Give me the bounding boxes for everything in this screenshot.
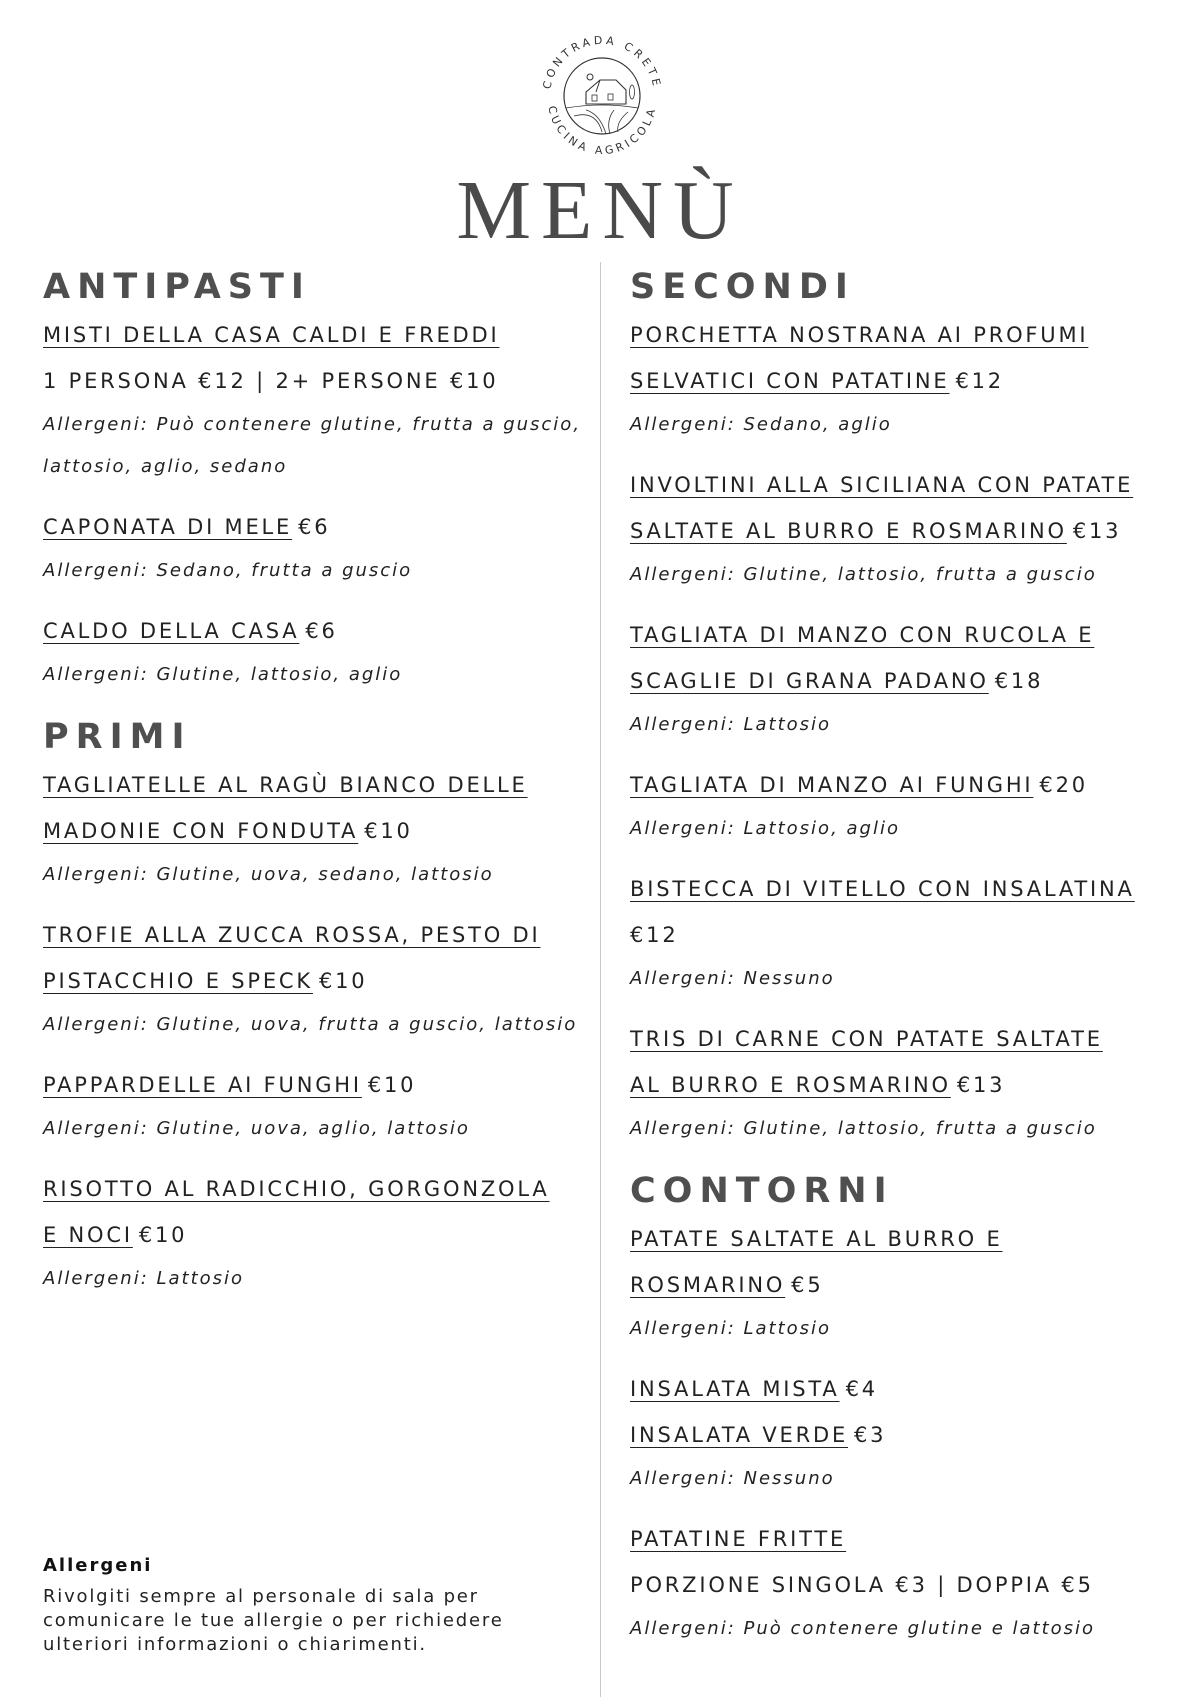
dish-name: PATATE SALTATE AL BURRO E	[630, 1227, 1003, 1251]
dish-allergens: Allergeni: Può contenere glutine, frutta a guscio, lattosio, aglio, sedano	[43, 414, 582, 477]
dish-line	[630, 1062, 1190, 1108]
right-column	[630, 262, 1190, 1666]
dish-line	[43, 1166, 583, 1212]
menu-item	[630, 312, 1190, 446]
dish-name: SALTATE AL BURRO E ROSMARINO	[630, 519, 1067, 543]
farmhouse-icon	[536, 30, 668, 162]
dish-price: €12	[955, 369, 1004, 393]
dish-price: €10	[367, 1073, 417, 1097]
dish-name: RISOTTO AL RADICCHIO, GORGONZOLA	[43, 1177, 550, 1201]
logo-top-text: CONTRADA CRETE	[540, 33, 664, 91]
dish-allergens: Allergeni: Glutine, uova, aglio, lattosio	[43, 1118, 470, 1139]
dish-price: €13	[956, 1073, 1006, 1097]
menu-item	[43, 312, 583, 488]
dish-line	[630, 762, 1190, 808]
dish-line	[630, 866, 1190, 912]
dish-allergens: Allergeni: Lattosio	[43, 1268, 245, 1289]
menu-item	[630, 1516, 1190, 1650]
dish-price: €4	[845, 1377, 878, 1401]
dish-allergens: Allergeni: Sedano, frutta a guscio	[43, 560, 413, 581]
dish-price: €6	[298, 515, 331, 539]
dish-allergens: Allergeni: Lattosio, aglio	[630, 818, 900, 839]
dish-name: CAPONATA DI MELE	[43, 515, 293, 539]
dish-allergens: Allergeni: Glutine, lattosio, aglio	[43, 664, 403, 685]
dish-name: TAGLIATA DI MANZO CON RUCOLA E	[630, 623, 1095, 647]
dish-line	[43, 958, 583, 1004]
dish-allergens: Allergeni: Glutine, lattosio, frutta a guscio	[630, 564, 1097, 585]
dish-name: BISTECCA DI VITELLO CON INSALATINA	[630, 877, 1135, 901]
column-divider	[600, 262, 601, 1697]
menu-item	[630, 612, 1190, 746]
menu-item	[630, 1216, 1190, 1350]
dish-name: INVOLTINI ALLA SICILIANA CON PATATE	[630, 473, 1134, 497]
dish-name: PORCHETTA NOSTRANA AI PROFUMI	[630, 323, 1089, 347]
dish-name: INSALATA VERDE	[630, 1423, 849, 1447]
dish-line	[630, 462, 1190, 508]
dish-line	[43, 1062, 583, 1108]
menu-item	[43, 762, 583, 896]
dish-price-detail: 1 PERSONA €12 | 2+ PERSONE €10	[43, 369, 499, 393]
secondi-heading: SECONDI	[630, 267, 855, 307]
dish-allergens: Allergeni: Lattosio	[630, 714, 832, 735]
section-secondi	[630, 262, 1190, 1150]
dish-price: €18	[994, 669, 1044, 693]
dish-price: €3	[854, 1423, 887, 1447]
dish-name: PAPPARDELLE AI FUNGHI	[43, 1073, 362, 1097]
dish-name: ROSMARINO	[630, 1273, 786, 1297]
section-contorni	[630, 1166, 1190, 1650]
dish-name: INSALATA MISTA	[630, 1377, 840, 1401]
dish-price: €6	[305, 619, 338, 643]
menu-item	[43, 912, 583, 1046]
dish-allergens: Allergeni: Glutine, uova, frutta a guscio, lattosio	[43, 1014, 578, 1035]
dish-price: €10	[364, 819, 413, 843]
dish-name: PISTACCHIO E SPECK	[43, 969, 313, 993]
section-antipasti	[43, 262, 583, 696]
dish-line	[630, 1516, 1190, 1562]
menu-item	[630, 462, 1190, 596]
menu-item	[630, 1366, 1190, 1500]
dish-line	[630, 358, 1190, 404]
dish-line	[43, 912, 583, 958]
svg-text:CONTRADA CRETE	[540, 34, 663, 90]
dish-price: €20	[1039, 773, 1088, 797]
dish-allergens: Allergeni: Glutine, uova, sedano, lattosio	[43, 864, 494, 885]
dish-line	[630, 658, 1190, 704]
dish-name: PATATINE FRITTE	[630, 1527, 847, 1551]
dish-line	[630, 1262, 1190, 1308]
dish-price: €13	[1072, 519, 1122, 543]
menu-item	[43, 608, 583, 696]
dish-price: €10	[318, 969, 368, 993]
dish-line	[630, 612, 1190, 658]
dish-allergens: Allergeni: Può contenere glutine e lattosio	[630, 1618, 1096, 1639]
menu-item	[630, 1016, 1190, 1150]
dish-line	[630, 312, 1190, 358]
dish-line	[630, 1412, 1190, 1458]
section-primi	[43, 712, 583, 1300]
dish-name: SELVATICI CON PATATINE	[630, 369, 950, 393]
dish-line	[43, 762, 583, 808]
dish-allergens: Allergeni: Sedano, aglio	[630, 414, 892, 435]
dish-line	[43, 808, 583, 854]
dish-allergens: Allergeni: Nessuno	[630, 1468, 835, 1489]
dish-name: CALDO DELLA CASA	[43, 619, 300, 643]
dish-price: €10	[138, 1223, 188, 1247]
dish-line	[630, 1216, 1190, 1262]
menu-item	[630, 762, 1190, 850]
primi-heading: PRIMI	[43, 717, 192, 757]
dish-name: MADONIE CON FONDUTA	[43, 819, 359, 843]
menu-item	[630, 866, 1190, 1000]
dish-name: TAGLIATA DI MANZO AI FUNGHI	[630, 773, 1034, 797]
logo-bottom-text: CUCINA AGRICOLA	[545, 104, 659, 158]
dish-name: TROFIE ALLA ZUCCA ROSSA, PESTO DI	[43, 923, 541, 947]
menu-item	[43, 504, 583, 592]
dish-line	[43, 312, 583, 358]
dish-line	[630, 1016, 1190, 1062]
dish-price-detail: PORZIONE SINGOLA €3 | DOPPIA €5	[630, 1573, 1094, 1597]
dish-line	[630, 1366, 1190, 1412]
allergen-note-title: Allergeni	[43, 1555, 153, 1576]
menu-item	[43, 1062, 583, 1150]
dish-allergens: Allergeni: Lattosio	[630, 1318, 832, 1339]
dish-allergens: Allergeni: Glutine, lattosio, frutta a guscio	[630, 1118, 1097, 1139]
allergen-note-text: Rivolgiti sempre al personale di sala per comunicare le tue allergie o per richiedere ulteriori informazioni o chiarimenti.	[43, 1586, 504, 1655]
dish-line	[43, 608, 583, 654]
dish-line	[630, 508, 1190, 554]
dish-name: TAGLIATELLE AL RAGÙ BIANCO DELLE	[43, 773, 528, 797]
dish-allergens: Allergeni: Nessuno	[630, 968, 835, 989]
dish-name: SCAGLIE DI GRANA PADANO	[630, 669, 989, 693]
dish-name: TRIS DI CARNE CON PATATE SALTATE	[630, 1027, 1103, 1051]
dish-line	[43, 504, 583, 550]
allergen-note	[43, 1553, 563, 1657]
dish-price-detail: €12	[630, 923, 679, 947]
left-column	[43, 262, 583, 1316]
page-title: MENÙ	[456, 164, 744, 257]
antipasti-heading: ANTIPASTI	[43, 267, 311, 307]
contorni-heading: CONTORNI	[630, 1171, 894, 1211]
dish-name: E NOCI	[43, 1223, 133, 1247]
menu-item	[43, 1166, 583, 1300]
dish-name: AL BURRO E ROSMARINO	[630, 1073, 951, 1097]
dish-name: MISTI DELLA CASA CALDI E FREDDI	[43, 323, 500, 347]
dish-price: €5	[791, 1273, 824, 1297]
restaurant-logo	[536, 30, 668, 162]
dish-line	[43, 1212, 583, 1258]
